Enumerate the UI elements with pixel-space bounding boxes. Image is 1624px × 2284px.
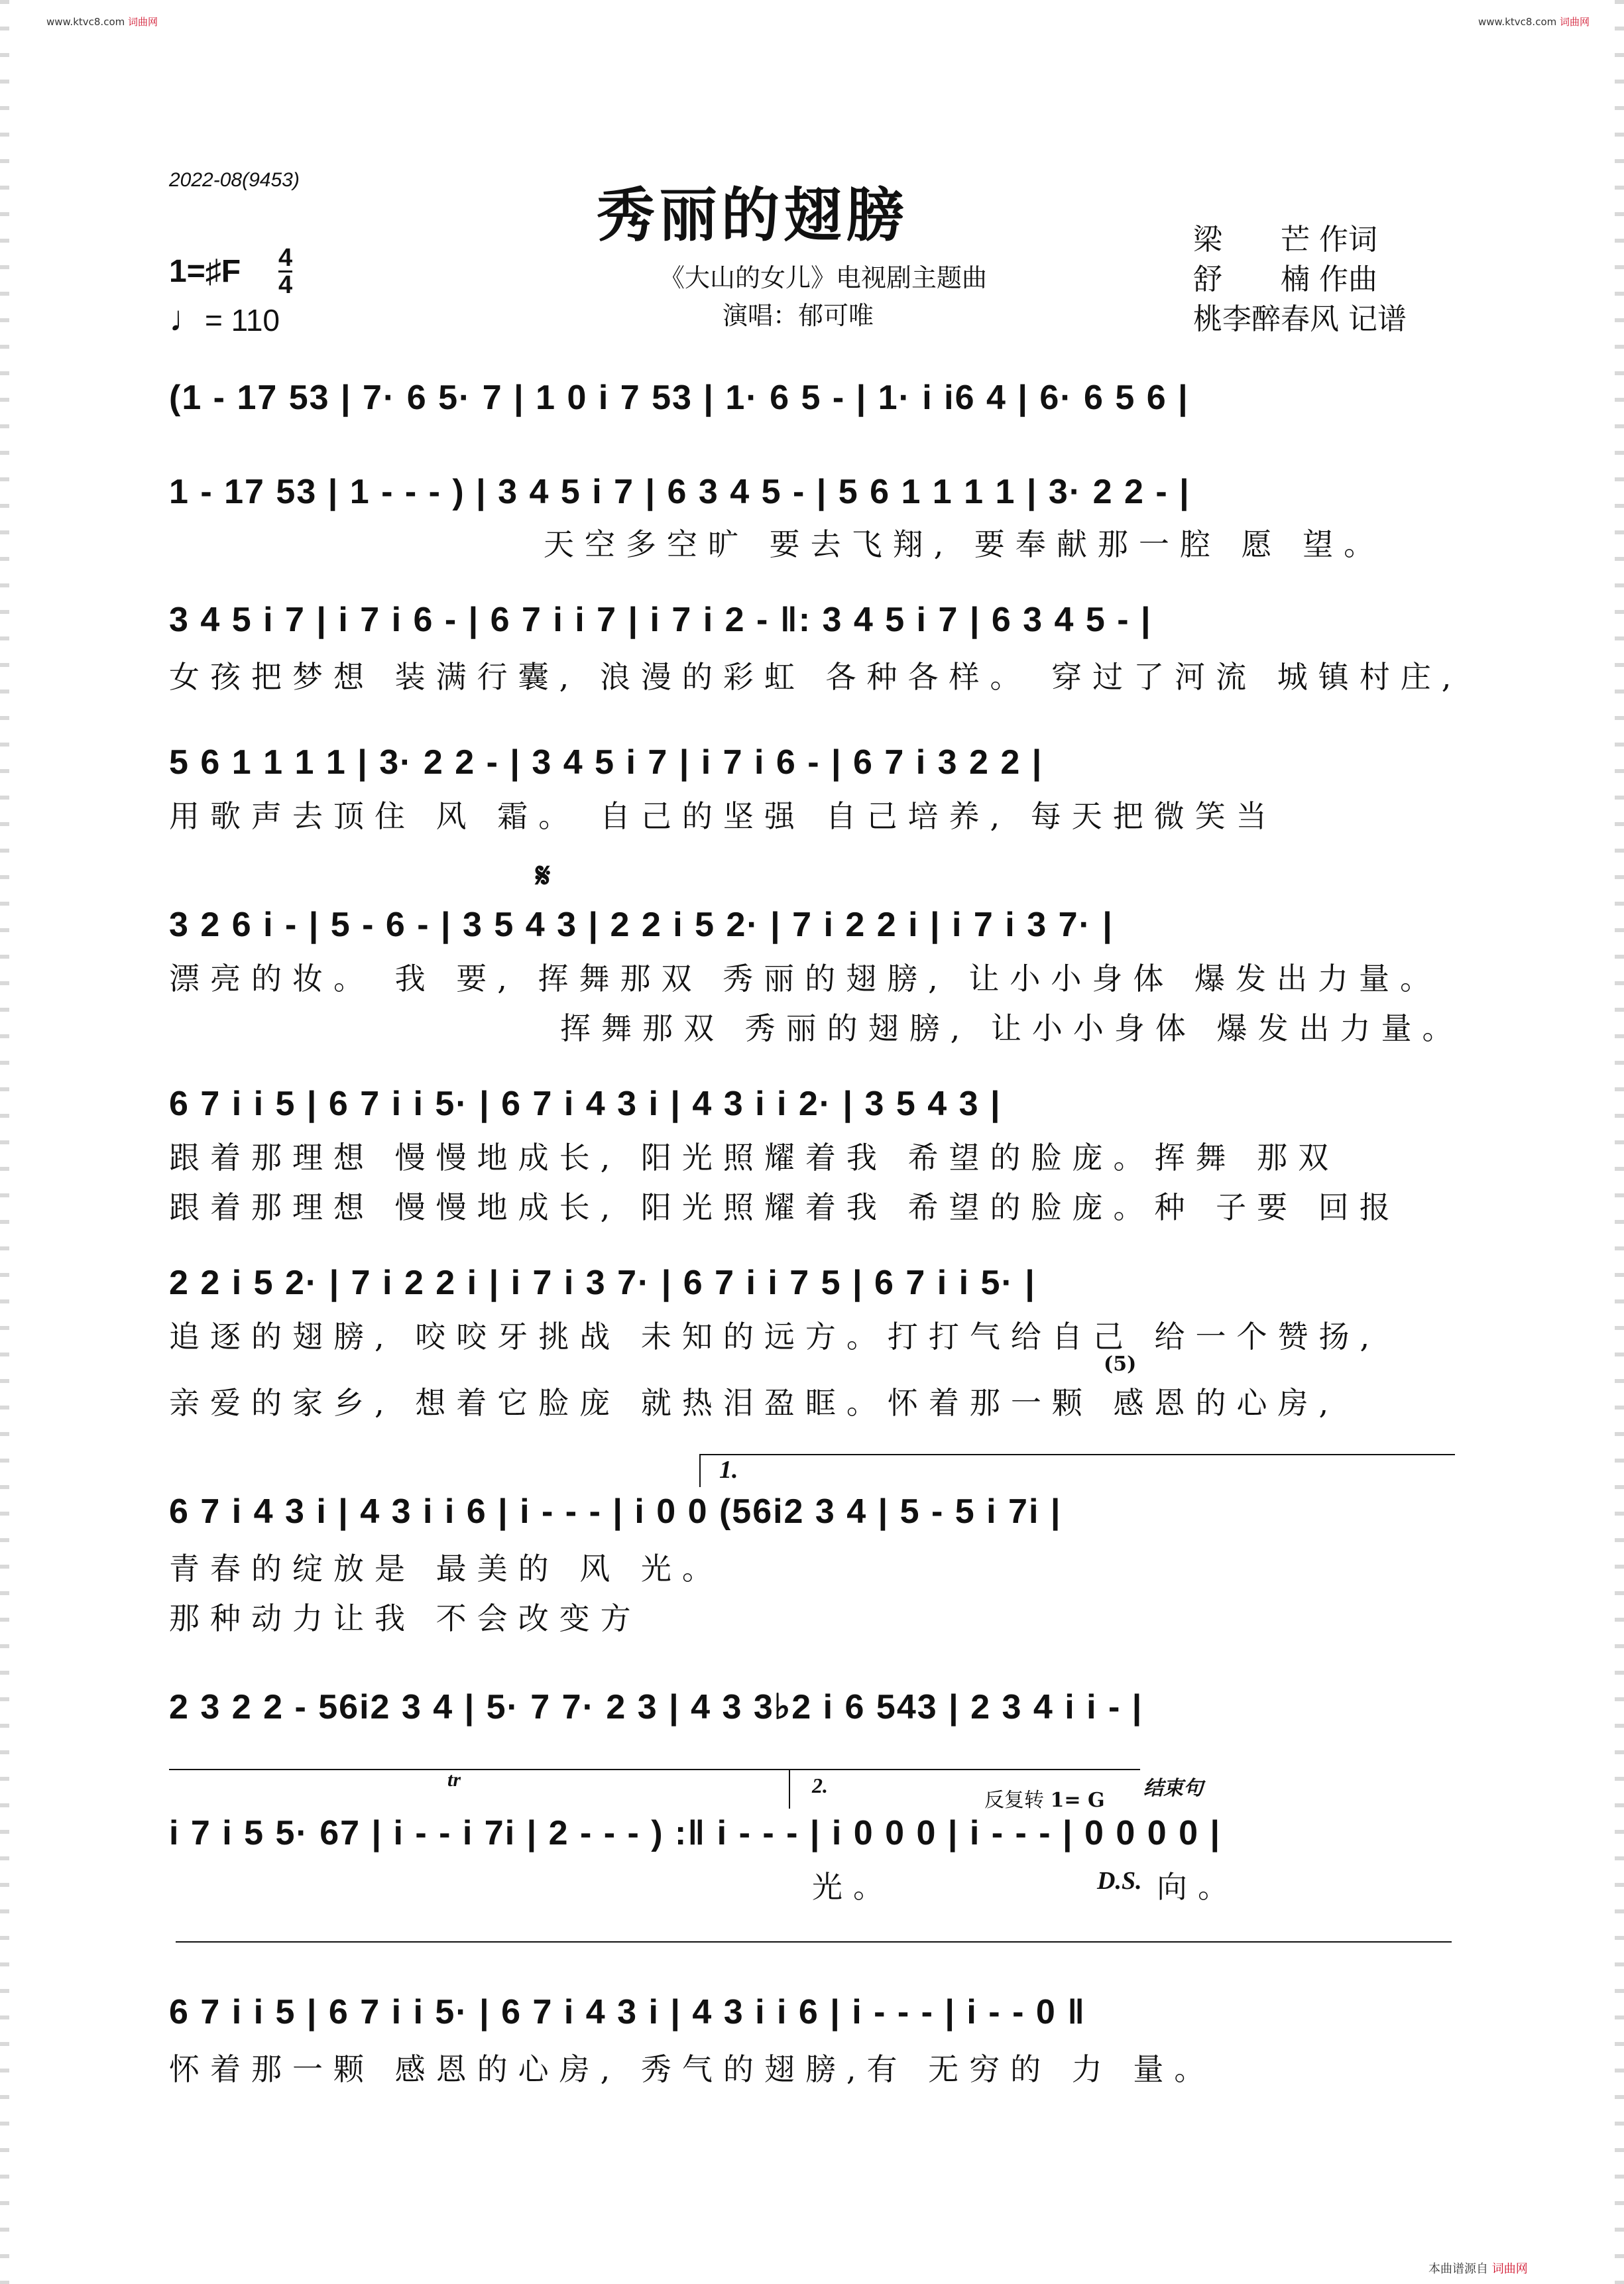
system-4-notes: 5 6 1 1 1 1 | 3· 2 2 - | 3 4 5 i 7 | i 7 i 6 - | 6 7 i 3 2 2 |	[169, 743, 1043, 782]
left-watermark-strip	[0, 0, 9, 2284]
system-6-notes: 6 7 i i 5 | 6 7 i i 5· | 6 7 i 4 3 i | 4 3 i i 2· | 3 5 4 3 |	[169, 1085, 1002, 1123]
system-7-lyric-2: 亲爱的家乡, 想着它脸庞 就热泪盈眶。怀着那一颗 感恩的心房,	[169, 1385, 1340, 1421]
system-9-notes: 2 3 2 2 - 56i2 3 4 | 5· 7 7· 2 3 | 4 3 3♭2 i 6 543 | 2 3 4 i i - |	[169, 1688, 1143, 1726]
subtitle: 《大山的女儿》电视剧主题曲	[660, 263, 988, 292]
system-6-lyric-1: 跟着那理想 慢慢地成长, 阳光照耀着我 希望的脸庞。挥舞 那双	[169, 1140, 1340, 1175]
volta-1-label: 1.	[719, 1456, 738, 1484]
volta-2-hook	[789, 1769, 790, 1809]
system-5-lyric-2: 挥舞那双 秀丽的翅膀, 让小小身体 爆发出力量。	[560, 1010, 1464, 1046]
system-8-lyric-2: 那种动力让我 不会改变方	[169, 1600, 642, 1636]
trill-mark: tr	[447, 1769, 461, 1791]
ds-marking: D.S.	[1097, 1867, 1142, 1895]
system-5-lyric-1: 漂亮的妆。 我 要, 挥舞那双 秀丽的翅膀, 让小小身体 爆发出力量。	[169, 961, 1441, 996]
system-6-lyric-2: 跟着那理想 慢慢地成长, 阳光照耀着我 希望的脸庞。种 子要 回报	[169, 1189, 1401, 1225]
serial-number: 2022-08(9453)	[169, 169, 300, 191]
tempo-marking: ♩= 110	[169, 299, 280, 339]
system-10-lyric-end: 向。	[1157, 1869, 1239, 1905]
dc-text: 反复转 1= G	[984, 1789, 1105, 1812]
system-7-mark: (5)	[1104, 1352, 1137, 1376]
lyricist-credit: 梁 芒 作词	[1193, 223, 1377, 257]
system-10-lyric: 光。	[812, 1869, 894, 1905]
footer-credit: 本曲谱源自 词曲网	[1428, 2262, 1528, 2276]
key-signature: 1=♯F	[169, 254, 241, 289]
site-mark-left: www.ktvc8.com 词曲网	[46, 16, 158, 28]
system-7-notes: 2 2 i 5 2· | 7 i 2 2 i | i 7 i 3 7· | 6 7 i i 7 5 | 6 7 i i 5· |	[169, 1264, 1036, 1302]
volta-1-bracket	[699, 1454, 1455, 1455]
system-11-lyric: 怀着那一颗 感恩的心房, 秀气的翅膀,有 无穷的 力 量。	[169, 2051, 1216, 2087]
system-2-notes: 1 - 17 53 | 1 - - - ) | 3 4 5 i 7 | 6 3 4 5 - | 5 6 1 1 1 1 | 3· 2 2 - |	[169, 473, 1190, 511]
song-title: 秀丽的翅膀	[597, 180, 909, 249]
transcriber-credit: 桃李醉春风 记谱	[1193, 302, 1407, 336]
system-3-lyric: 女孩把梦想 装满行囊, 浪漫的彩虹 各种各样。 穿过了河流 城镇村庄,	[169, 659, 1462, 695]
volta-1-hook	[699, 1454, 701, 1487]
site-mark-right: www.ktvc8.com 词曲网	[1478, 16, 1590, 28]
system-8-lyric-1: 青春的绽放是 最美的 风 光。	[169, 1551, 723, 1587]
volta-2-label: 2.	[812, 1773, 828, 1797]
system-10-notes: i 7 i 5 5· 67 | i - - i 7i | 2 - - - ) :‖ i - - - | i 0 0 0 | i - - - | 0 0 0 0 |	[169, 1814, 1222, 1852]
system-2-lyric: 天空多空旷 要去飞翔, 要奉献那一腔 愿 望。	[544, 526, 1385, 562]
system-9-underline	[169, 1769, 792, 1770]
singer: 演唱：郁可唯	[723, 301, 874, 330]
right-watermark-strip	[1615, 0, 1624, 2284]
system-11-bracket	[176, 1941, 1452, 1943]
system-1-notes: (1 - 17 53 | 7· 6 5· 7 | 1 0 i 7 53 | 1· 6 5 - | 1· i i6 4 | 6· 6 5 6 |	[169, 379, 1189, 417]
system-7-lyric-1: 追逐的翅膀, 咬咬牙挑战 未知的远方。打打气给自己 给一个赞扬,	[169, 1319, 1381, 1354]
time-signature: 4 4	[278, 244, 293, 299]
coda-label: 结束句	[1143, 1777, 1203, 1800]
system-11-notes: 6 7 i i 5 | 6 7 i i 5· | 6 7 i 4 3 i | 4 3 i i 6 | i - - - | i - - 0 ‖	[169, 1993, 1086, 2031]
system-8-notes: 6 7 i 4 3 i | 4 3 i i 6 | i - - - | i 0 0 (56i2 3 4 | 5 - 5 i 7i |	[169, 1492, 1062, 1531]
system-5-notes: 3 2 6 i - | 5 - 6 - | 3 5 4 3 | 2 2 i 5 2· | 7 i 2 2 i | i 7 i 3 7· |	[169, 906, 1114, 944]
volta-2-bracket	[789, 1769, 1140, 1770]
segno-sign: 𝄋	[536, 855, 551, 896]
system-4-lyric: 用歌声去顶住 风 霜。 自己的坚强 自己培养, 每天把微笑当	[169, 798, 1277, 834]
composer-credit: 舒 楠 作曲	[1193, 263, 1377, 296]
system-3-notes: 3 4 5 i 7 | i 7 i 6 - | 6 7 i i 7 | i 7 i 2 - ‖: 3 4 5 i 7 | 6 3 4 5 - |	[169, 601, 1152, 639]
